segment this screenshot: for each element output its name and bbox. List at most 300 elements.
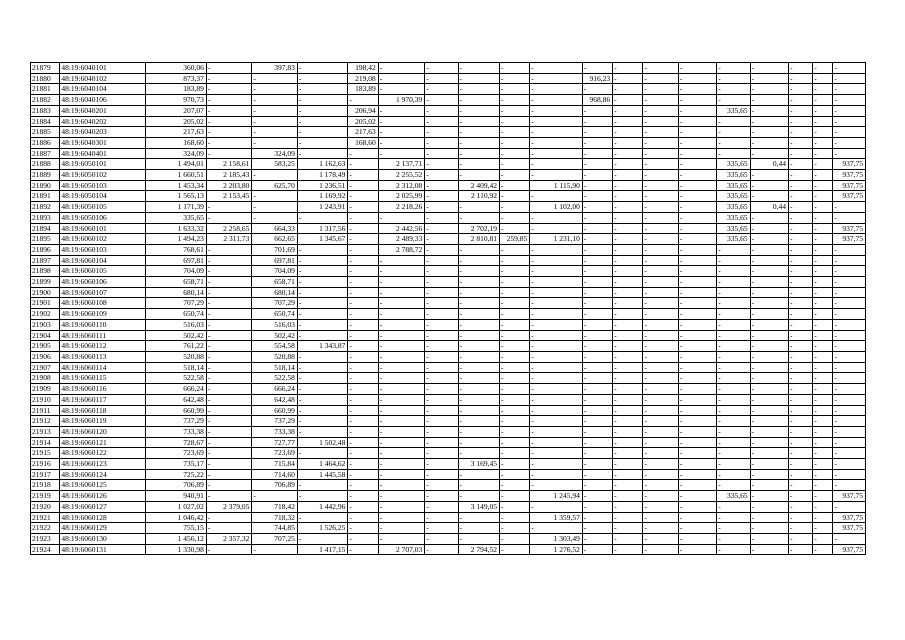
value-cell: -	[813, 469, 833, 480]
row-number-cell: 21884	[31, 116, 60, 127]
value-cell: -	[750, 469, 788, 480]
value-cell: -	[750, 298, 788, 309]
value-cell: -	[833, 469, 866, 480]
value-cell: -	[833, 330, 866, 341]
value-cell: -	[643, 73, 678, 84]
value-cell: -	[833, 127, 866, 138]
value-cell: -	[348, 266, 378, 277]
value-cell: 168,60	[146, 137, 207, 148]
value-cell: -	[378, 116, 425, 127]
value-cell: -	[717, 266, 750, 277]
value-cell: -	[582, 298, 612, 309]
value-cell: -	[678, 437, 716, 448]
value-cell: -	[789, 287, 813, 298]
value-cell: -	[750, 223, 788, 234]
value-cell: 217,63	[146, 127, 207, 138]
value-cell: -	[643, 373, 678, 384]
row-number-cell: 21892	[31, 202, 60, 213]
row-number-cell: 21894	[31, 223, 60, 234]
value-cell: -	[425, 448, 458, 459]
value-cell: -	[717, 309, 750, 320]
value-cell: -	[499, 341, 529, 352]
value-cell: -	[252, 84, 297, 95]
row-number-cell: 21917	[31, 469, 60, 480]
value-cell: -	[833, 105, 866, 116]
value-cell: 727,77	[252, 437, 297, 448]
value-cell: 518,14	[146, 362, 207, 373]
value-cell: -	[813, 330, 833, 341]
value-cell: -	[425, 180, 458, 191]
value-cell: -	[582, 533, 612, 544]
value-cell: -	[643, 501, 678, 512]
value-cell: 335,65	[717, 170, 750, 181]
value-cell: 520,88	[252, 351, 297, 362]
value-cell: -	[613, 84, 643, 95]
value-cell: -	[206, 491, 251, 502]
value-cell: -	[297, 95, 348, 106]
value-cell: -	[297, 84, 348, 95]
value-cell: -	[643, 298, 678, 309]
value-cell: 937,75	[833, 159, 866, 170]
value-cell: 1 453,34	[146, 180, 207, 191]
value-cell: -	[833, 459, 866, 470]
value-cell: -	[458, 319, 499, 330]
value-cell: -	[530, 469, 583, 480]
table-body	[31, 63, 866, 555]
value-cell: -	[613, 63, 643, 74]
value-cell: -	[458, 330, 499, 341]
value-cell: 1 231,10	[530, 234, 583, 245]
value-cell: 554,58	[252, 341, 297, 352]
value-cell: -	[425, 266, 458, 277]
value-cell: 2 312,08	[378, 180, 425, 191]
row-number-cell: 21897	[31, 255, 60, 266]
value-cell: -	[348, 533, 378, 544]
table-row	[31, 459, 866, 470]
value-cell: -	[499, 459, 529, 470]
value-cell: -	[582, 512, 612, 523]
value-cell: -	[750, 544, 788, 555]
value-cell: 520,88	[146, 351, 207, 362]
value-cell: -	[499, 298, 529, 309]
value-cell: -	[813, 405, 833, 416]
value-cell: 761,22	[146, 341, 207, 352]
value-cell: -	[499, 84, 529, 95]
value-cell: 1 102,00	[530, 202, 583, 213]
value-cell: -	[499, 480, 529, 491]
value-cell: -	[499, 426, 529, 437]
table-row	[31, 319, 866, 330]
value-cell: -	[582, 234, 612, 245]
value-cell: -	[206, 330, 251, 341]
value-cell: -	[750, 212, 788, 223]
value-cell: -	[499, 448, 529, 459]
row-number-cell: 21899	[31, 277, 60, 288]
value-cell: -	[499, 437, 529, 448]
value-cell: 1 171,39	[146, 202, 207, 213]
value-cell: -	[813, 234, 833, 245]
value-cell: -	[206, 244, 251, 255]
value-cell: -	[678, 309, 716, 320]
value-cell: -	[789, 244, 813, 255]
value-cell: -	[499, 351, 529, 362]
value-cell: -	[813, 384, 833, 395]
cadastral-number-cell: 48:19:6060106	[60, 277, 146, 288]
value-cell: -	[582, 491, 612, 502]
value-cell: -	[252, 491, 297, 502]
value-cell: 1 169,92	[297, 191, 348, 202]
value-cell: -	[613, 512, 643, 523]
value-cell: 502,42	[252, 330, 297, 341]
value-cell: -	[206, 544, 251, 555]
value-cell: -	[613, 533, 643, 544]
value-cell: -	[458, 95, 499, 106]
value-cell: -	[678, 319, 716, 330]
value-cell: -	[348, 416, 378, 427]
value-cell: -	[678, 202, 716, 213]
value-cell: -	[717, 148, 750, 159]
value-cell: -	[582, 255, 612, 266]
value-cell: -	[206, 137, 251, 148]
value-cell: -	[643, 266, 678, 277]
value-cell: -	[297, 373, 348, 384]
value-cell: -	[678, 95, 716, 106]
cadastral-number-cell: 48:19:6060126	[60, 491, 146, 502]
cadastral-number-cell: 48:19:6060114	[60, 362, 146, 373]
value-cell: -	[643, 512, 678, 523]
value-cell: 666,24	[252, 384, 297, 395]
value-cell: -	[530, 309, 583, 320]
table-row	[31, 426, 866, 437]
row-number-cell: 21900	[31, 287, 60, 298]
value-cell: -	[425, 137, 458, 148]
value-cell: -	[425, 84, 458, 95]
value-cell: 2 110,92	[458, 191, 499, 202]
value-cell: 706,89	[252, 480, 297, 491]
value-cell: -	[252, 137, 297, 148]
value-cell: -	[530, 191, 583, 202]
row-number-cell: 21890	[31, 180, 60, 191]
value-cell: -	[613, 95, 643, 106]
value-cell: -	[206, 212, 251, 223]
value-cell: -	[206, 351, 251, 362]
value-cell: -	[348, 491, 378, 502]
value-cell: -	[717, 416, 750, 427]
value-cell: -	[813, 309, 833, 320]
value-cell: -	[206, 480, 251, 491]
value-cell: -	[750, 480, 788, 491]
value-cell: -	[582, 277, 612, 288]
value-cell: -	[499, 373, 529, 384]
value-cell: -	[813, 95, 833, 106]
value-cell: -	[750, 362, 788, 373]
value-cell: -	[206, 127, 251, 138]
value-cell: -	[378, 501, 425, 512]
cadastral-number-cell: 48:19:6040203	[60, 127, 146, 138]
value-cell: -	[252, 116, 297, 127]
value-cell: -	[530, 459, 583, 470]
value-cell: -	[297, 266, 348, 277]
value-cell: -	[750, 501, 788, 512]
value-cell: -	[582, 341, 612, 352]
value-cell: -	[750, 448, 788, 459]
value-cell: -	[499, 277, 529, 288]
value-cell: 718,42	[252, 501, 297, 512]
value-cell: -	[582, 137, 612, 148]
value-cell: -	[499, 191, 529, 202]
value-cell: -	[789, 459, 813, 470]
value-cell: 1 243,91	[297, 202, 348, 213]
value-cell: -	[613, 501, 643, 512]
value-cell: -	[425, 362, 458, 373]
value-cell: 1 245,94	[530, 491, 583, 502]
value-cell: -	[499, 244, 529, 255]
value-cell: -	[643, 533, 678, 544]
value-cell: 666,24	[146, 384, 207, 395]
row-number-cell: 21907	[31, 362, 60, 373]
value-cell: -	[613, 330, 643, 341]
value-cell: -	[530, 63, 583, 74]
value-cell: -	[458, 426, 499, 437]
value-cell: -	[530, 319, 583, 330]
value-cell: -	[348, 148, 378, 159]
value-cell: -	[378, 148, 425, 159]
value-cell: -	[613, 180, 643, 191]
value-cell: -	[458, 512, 499, 523]
value-cell: -	[789, 202, 813, 213]
value-cell: -	[582, 459, 612, 470]
value-cell: 518,14	[252, 362, 297, 373]
value-cell: -	[582, 469, 612, 480]
value-cell: -	[348, 426, 378, 437]
value-cell: -	[297, 63, 348, 74]
value-cell: -	[750, 491, 788, 502]
value-cell: -	[717, 255, 750, 266]
table-row	[31, 255, 866, 266]
cadastral-number-cell: 48:19:6040104	[60, 84, 146, 95]
row-number-cell: 21924	[31, 544, 60, 555]
value-cell: -	[530, 501, 583, 512]
value-cell: -	[643, 416, 678, 427]
value-cell: -	[717, 95, 750, 106]
value-cell: -	[678, 212, 716, 223]
value-cell: 1 303,49	[530, 533, 583, 544]
value-cell: -	[206, 384, 251, 395]
value-cell: -	[206, 459, 251, 470]
value-cell: -	[613, 459, 643, 470]
value-cell: -	[789, 416, 813, 427]
value-cell: -	[458, 170, 499, 181]
value-cell: -	[458, 212, 499, 223]
value-cell: -	[530, 127, 583, 138]
value-cell: -	[789, 148, 813, 159]
table-row	[31, 469, 866, 480]
value-cell: -	[378, 437, 425, 448]
value-cell: -	[499, 148, 529, 159]
value-cell: -	[378, 416, 425, 427]
value-cell: -	[643, 127, 678, 138]
value-cell: -	[750, 234, 788, 245]
table-row	[31, 544, 866, 555]
value-cell: -	[613, 234, 643, 245]
value-cell: -	[643, 137, 678, 148]
value-cell: 1 442,96	[297, 501, 348, 512]
value-cell: -	[582, 501, 612, 512]
value-cell: -	[348, 469, 378, 480]
value-cell: 650,74	[252, 309, 297, 320]
value-cell: -	[613, 437, 643, 448]
cadastral-number-cell: 48:19:6060118	[60, 405, 146, 416]
row-number-cell: 21895	[31, 234, 60, 245]
value-cell: -	[458, 148, 499, 159]
value-cell: -	[206, 341, 251, 352]
value-cell: -	[678, 298, 716, 309]
value-cell: -	[582, 384, 612, 395]
value-cell: -	[458, 362, 499, 373]
value-cell: -	[833, 394, 866, 405]
value-cell: -	[789, 255, 813, 266]
value-cell: -	[717, 523, 750, 534]
value-cell: -	[750, 437, 788, 448]
cadastral-number-cell: 48:19:6060102	[60, 234, 146, 245]
value-cell: -	[348, 202, 378, 213]
value-cell: -	[789, 405, 813, 416]
value-cell: 660,99	[146, 405, 207, 416]
value-cell: -	[530, 266, 583, 277]
value-cell: -	[643, 202, 678, 213]
value-cell: 0,44	[750, 159, 788, 170]
value-cell: -	[530, 159, 583, 170]
value-cell: -	[643, 351, 678, 362]
value-cell: -	[458, 533, 499, 544]
value-cell: -	[750, 73, 788, 84]
value-cell: -	[717, 469, 750, 480]
value-cell: -	[348, 309, 378, 320]
value-cell: 183,89	[348, 84, 378, 95]
value-cell: -	[582, 362, 612, 373]
value-cell: -	[530, 244, 583, 255]
value-cell: -	[425, 148, 458, 159]
value-cell: -	[643, 437, 678, 448]
value-cell: -	[582, 105, 612, 116]
table-row	[31, 341, 866, 352]
value-cell: -	[678, 533, 716, 544]
table-row	[31, 298, 866, 309]
value-cell: -	[206, 362, 251, 373]
value-cell: 2 788,72	[378, 244, 425, 255]
cadastral-number-cell: 48:19:6060105	[60, 266, 146, 277]
value-cell: -	[717, 84, 750, 95]
value-cell: -	[206, 255, 251, 266]
value-cell: -	[750, 459, 788, 470]
value-cell: -	[643, 244, 678, 255]
value-cell: -	[613, 170, 643, 181]
value-cell: -	[530, 73, 583, 84]
cadastral-number-cell: 48:19:6050103	[60, 180, 146, 191]
cadastral-number-cell: 48:19:6060119	[60, 416, 146, 427]
value-cell: -	[678, 105, 716, 116]
value-cell: -	[348, 351, 378, 362]
value-cell: -	[789, 512, 813, 523]
value-cell: -	[458, 448, 499, 459]
value-cell: -	[297, 512, 348, 523]
value-cell: -	[206, 116, 251, 127]
value-cell: 2 702,19	[458, 223, 499, 234]
value-cell: -	[499, 105, 529, 116]
value-cell: -	[813, 544, 833, 555]
value-cell: -	[458, 127, 499, 138]
value-cell: -	[378, 266, 425, 277]
value-cell: -	[613, 469, 643, 480]
value-cell: -	[297, 319, 348, 330]
value-cell: 1 345,67	[297, 234, 348, 245]
value-cell: -	[750, 277, 788, 288]
value-cell: -	[425, 480, 458, 491]
value-cell: -	[297, 309, 348, 320]
value-cell: 2 442,56	[378, 223, 425, 234]
value-cell: 2 794,52	[458, 544, 499, 555]
value-cell: -	[458, 105, 499, 116]
table-row	[31, 244, 866, 255]
value-cell: -	[582, 287, 612, 298]
value-cell: -	[425, 95, 458, 106]
value-cell: -	[582, 351, 612, 362]
value-cell: -	[613, 202, 643, 213]
value-cell: -	[499, 223, 529, 234]
value-cell: -	[530, 212, 583, 223]
value-cell: -	[378, 394, 425, 405]
value-cell: -	[425, 244, 458, 255]
value-cell: -	[678, 191, 716, 202]
row-number-cell: 21882	[31, 95, 60, 106]
value-cell: -	[499, 180, 529, 191]
value-cell: 650,74	[146, 309, 207, 320]
value-cell: -	[789, 105, 813, 116]
value-cell: -	[348, 394, 378, 405]
value-cell: -	[643, 523, 678, 534]
value-cell: -	[530, 84, 583, 95]
value-cell: -	[643, 170, 678, 181]
value-cell: -	[582, 373, 612, 384]
value-cell: -	[530, 480, 583, 491]
value-cell: -	[813, 127, 833, 138]
value-cell: -	[206, 309, 251, 320]
value-cell: -	[789, 191, 813, 202]
value-cell: 205,02	[348, 116, 378, 127]
cadastral-number-cell: 48:19:6040401	[60, 148, 146, 159]
value-cell: -	[206, 448, 251, 459]
value-cell: 1 494,23	[146, 234, 207, 245]
value-cell: -	[582, 405, 612, 416]
value-cell: -	[425, 202, 458, 213]
value-cell: -	[530, 277, 583, 288]
value-cell: -	[789, 95, 813, 106]
value-cell: -	[206, 148, 251, 159]
value-cell: -	[789, 73, 813, 84]
value-cell: 583,25	[252, 159, 297, 170]
value-cell: -	[613, 73, 643, 84]
value-cell: -	[425, 405, 458, 416]
value-cell: -	[613, 266, 643, 277]
cadastral-number-cell: 48:19:6040101	[60, 63, 146, 74]
value-cell: -	[378, 523, 425, 534]
value-cell: -	[425, 105, 458, 116]
row-number-cell: 21891	[31, 191, 60, 202]
value-cell: 335,65	[717, 202, 750, 213]
value-cell: -	[789, 437, 813, 448]
value-cell: 335,65	[717, 234, 750, 245]
value-cell: -	[717, 351, 750, 362]
